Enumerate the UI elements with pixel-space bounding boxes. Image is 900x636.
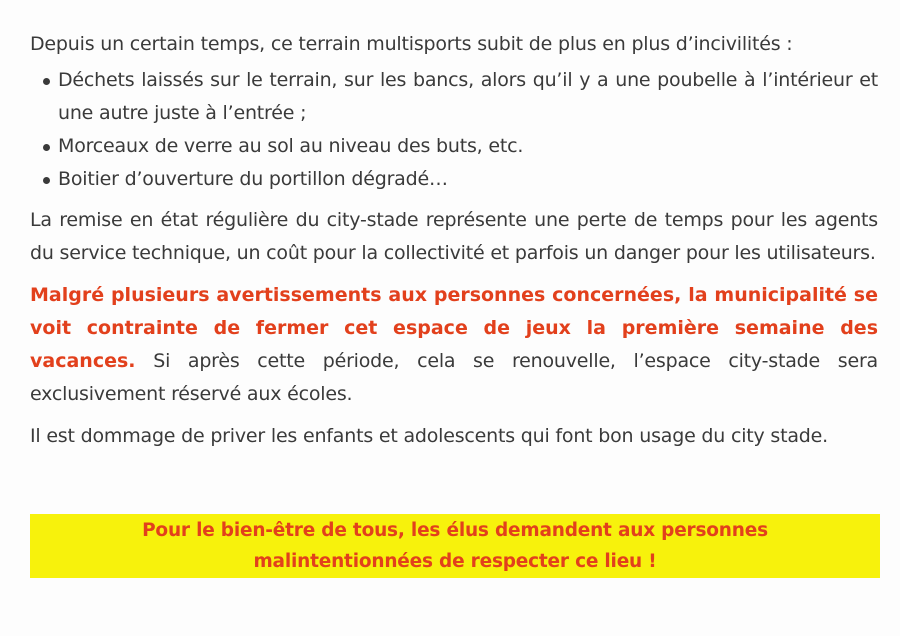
list-item-text: Déchets laissés sur le terrain, sur les bancs, alors qu’il y a une poubelle à l’intérieur et une autre juste à l’entrée ;	[58, 69, 878, 124]
intro-paragraph: Depuis un certain temps, ce terrain multisports subit de plus en plus d’incivilités :	[30, 33, 793, 55]
banner-text: Pour le bien-être de tous, les élus demandent aux personnes malintentionnées de respecter ce lieu !	[142, 520, 768, 572]
callout-banner	[30, 514, 880, 578]
list-item	[30, 130, 878, 163]
list-item	[30, 64, 878, 130]
warning-rest: Si après cette période, cela se renouvelle, l’espace city-stade sera exclusivement réservé aux écoles.	[30, 350, 878, 405]
notice-body	[30, 28, 878, 453]
list-item-text: Boitier d’ouverture du portillon dégradé…	[58, 168, 448, 190]
problems-list	[30, 64, 878, 196]
bullet-icon	[43, 144, 50, 151]
list-item-text: Morceaux de verre au sol au niveau des buts, etc.	[58, 135, 524, 157]
bullet-icon	[43, 177, 50, 184]
list-item	[30, 163, 878, 196]
warning-paragraph	[30, 279, 878, 411]
repair-paragraph: La remise en état régulière du city-stade représente une perte de temps pour les agents du service technique, un coût pour la collectivité et parfois un danger pour les utilisateurs.	[30, 209, 878, 264]
warning-emphasis: Malgré plusieurs avertissements aux personnes concernées, la municipalité se voit contrainte de fermer cet espace de jeux la première semaine des vacances.	[30, 284, 878, 372]
bullet-icon	[43, 78, 50, 85]
shame-paragraph: Il est dommage de priver les enfants et adolescents qui font bon usage du city stade.	[30, 425, 828, 447]
